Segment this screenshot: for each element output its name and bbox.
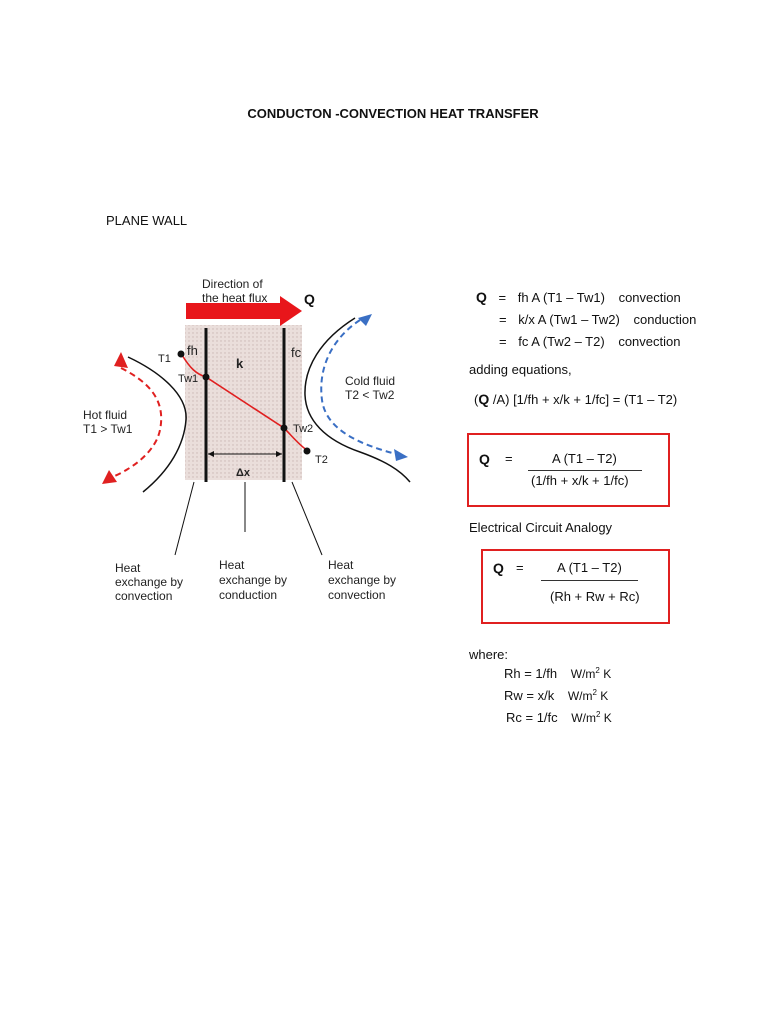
t2-label: T2 xyxy=(315,454,328,466)
box2-q-symbol: Q xyxy=(493,560,504,576)
left-caption-leader xyxy=(175,482,194,555)
tw2-point xyxy=(281,425,288,432)
right-caption-leader xyxy=(292,482,322,555)
summed-open-paren: ( xyxy=(474,392,479,407)
left-caption-line2: exchange by xyxy=(115,575,184,589)
equation-line-3-expression: fc A (Tw2 – T2) xyxy=(518,334,605,349)
equation-line-1-equals: = xyxy=(498,290,507,305)
summed-equation xyxy=(474,391,677,407)
right-caption-line1: Heat xyxy=(328,558,354,572)
right-caption-line2: exchange by xyxy=(328,573,397,587)
fh-label: fh xyxy=(187,343,198,358)
hot-fluid-label-line2: T1 > Tw1 xyxy=(83,422,133,436)
where-rw xyxy=(504,688,608,703)
tw2-label: Tw2 xyxy=(293,423,314,435)
rh-unit: $W/m^2$ K xyxy=(570,666,612,681)
box1-numerator: A (T1 – T2) xyxy=(552,451,617,466)
fc-label: fc xyxy=(291,345,302,360)
equation-line-2-type: conduction xyxy=(633,312,697,327)
middle-caption-line3: conduction xyxy=(219,588,278,602)
box1-denominator: (1/fh + x/k + 1/fc) xyxy=(531,473,629,488)
right-caption-line3: convection xyxy=(328,588,386,602)
box2-numerator: A (T1 – T2) xyxy=(557,560,622,575)
summed-q-symbol: Q xyxy=(478,391,490,407)
tw1-label: Tw1 xyxy=(178,373,199,385)
equation-line-1 xyxy=(476,289,681,305)
tw1-point xyxy=(203,374,210,381)
cold-fluid-label-line1: Cold fluid xyxy=(345,374,396,388)
analogy-heading: Electrical Circuit Analogy xyxy=(469,520,613,535)
t1-label: T1 xyxy=(158,353,171,365)
equation-line-1-expression: fh A (T1 – Tw1) xyxy=(517,290,605,305)
rw-definition: Rw = x/k xyxy=(504,688,555,703)
where-rc xyxy=(506,710,612,725)
hot-fluid-label-line1: Hot fluid xyxy=(83,408,128,422)
where-label: where: xyxy=(469,647,509,662)
equation-line-3 xyxy=(499,334,680,349)
cold-fluid-label-line2: T2 < Tw2 xyxy=(345,388,395,402)
dx-label: Δx xyxy=(236,467,251,479)
equation-line-2-equals: = xyxy=(499,312,507,327)
middle-caption-line2: exchange by xyxy=(219,573,288,587)
equation-line-3-type: convection xyxy=(618,334,681,349)
equation-line-1-type: convection xyxy=(618,290,681,305)
left-caption-line1: Heat xyxy=(115,561,141,575)
direction-label-line1: Direction of xyxy=(202,277,263,291)
t2-point xyxy=(304,448,311,455)
middle-caption-line1: Heat xyxy=(219,558,245,572)
rh-definition: Rh = 1/fh xyxy=(504,666,558,681)
equation-q-symbol: Q xyxy=(476,289,487,305)
equation-line-2-expression: k/x A (Tw1 – Tw2) xyxy=(518,312,620,327)
page-title: CONDUCTON -CONVECTION HEAT TRANSFER xyxy=(247,106,539,121)
direction-label-line2: the heat flux xyxy=(202,291,268,305)
box1-fraction-bar xyxy=(528,470,642,471)
equation-line-3-equals: = xyxy=(499,334,507,349)
box2-denominator: (Rh + Rw + Rc) xyxy=(550,589,640,604)
box1-q-symbol: Q xyxy=(479,451,490,467)
where-rh xyxy=(504,666,611,681)
equation-line-2 xyxy=(499,312,696,327)
adding-equations-text: adding equations, xyxy=(469,362,572,377)
rc-unit: $W/m^2$ K xyxy=(571,710,612,725)
left-caption-line3: convection xyxy=(115,589,173,603)
box2-equals: = xyxy=(516,560,524,575)
rw-unit: $W/m^2$ K xyxy=(567,688,609,703)
summed-expression: /A) [1/fh + x/k + 1/fc] = (T1 – T2) xyxy=(489,392,678,407)
t1-point xyxy=(178,351,185,358)
section-heading: PLANE WALL xyxy=(106,213,188,228)
rc-definition: Rc = 1/fc xyxy=(506,710,558,725)
q-label: Q xyxy=(304,291,315,307)
k-label: k xyxy=(236,356,244,371)
box2-fraction-bar xyxy=(541,580,638,581)
box1-equals: = xyxy=(505,451,513,466)
